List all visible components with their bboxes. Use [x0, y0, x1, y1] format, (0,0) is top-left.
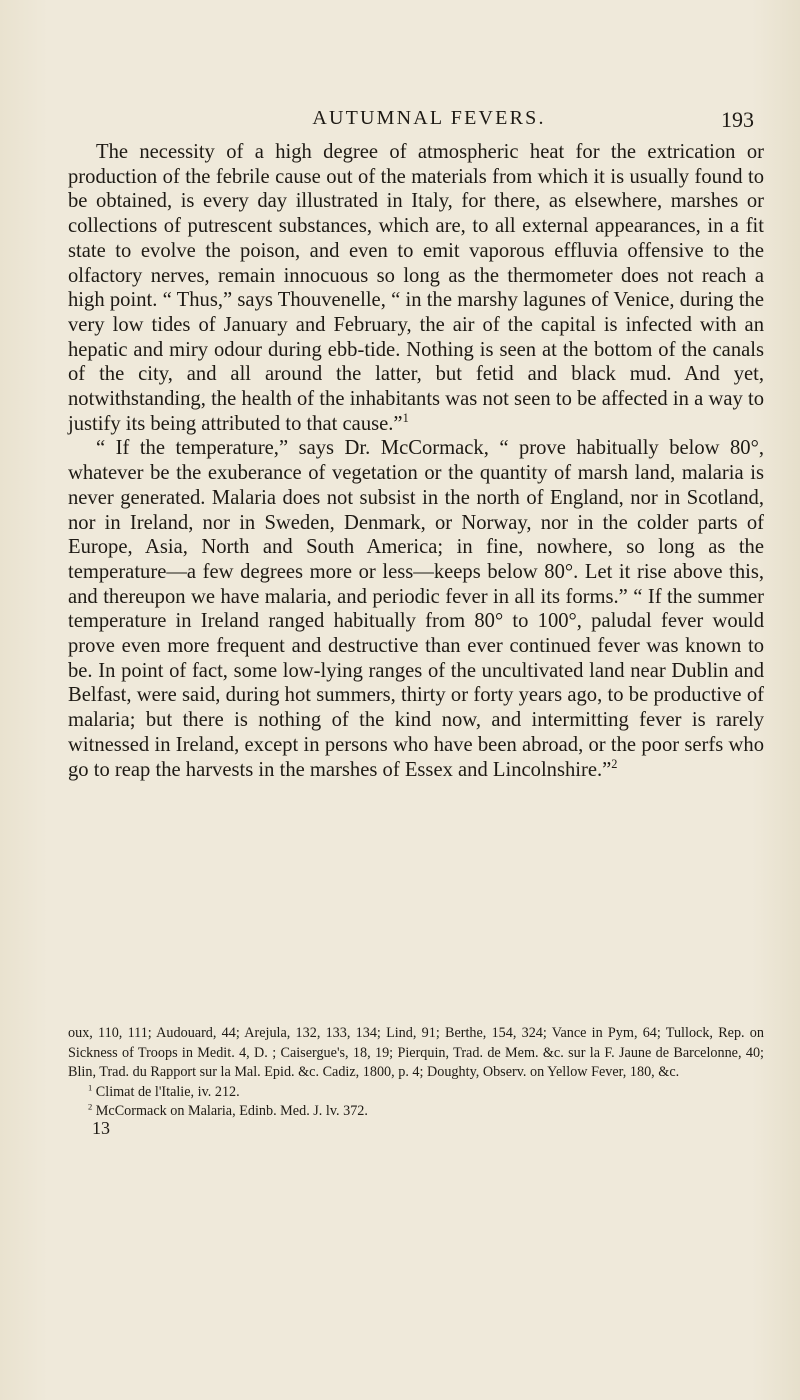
footnote: [68, 1102, 764, 1122]
paragraph-text: “ If the temperature,” says Dr. McCormack, “ prove habitually below 80°, whatever be the exuberance of vegetation or the quantity of marsh land, malaria is never generated. Malaria does not subsist in the north of England, nor in Scotland, nor in Ireland, nor in Sweden, Denmark, or Norway, nor in the colder parts of Europe, Asia, North and South America; in fine, nowhere, so long as the temperature—a few degrees more or less—keeps below 80°. Let it rise above this, and thereupon we have malaria, and periodic fever in all its forms.” “ If the summer temperature in Ireland ranged habitually from 80° to 100°, paludal fever would prove even more frequent and destructive than ever continued fever was known to be. In point of fact, some low-lying ranges of the uncultivated land near Dublin and Belfast, were said, during hot summers, thirty or forty years ago, to be productive of malaria; but there is nothing of the kind now, and intermitting fever is rarely witnessed in Ireland, except in persons who have been abroad, or the poor serfs who go to reap the harvests in the marshes of Essex and Lincolnshire.”: [68, 437, 764, 781]
footnote-ref: 1: [402, 410, 409, 425]
footnote-mark: 2: [88, 1101, 93, 1112]
footnote: [68, 1083, 764, 1103]
signature-mark: 13: [92, 1118, 110, 1138]
paragraph: [68, 140, 764, 436]
running-head: AUTUMNAL FEVERS.: [312, 107, 546, 129]
footnote-text: McCormack on Malaria, Edinb. Med. J. lv. 372.: [95, 1103, 368, 1120]
paragraph-text: The necessity of a high degree of atmospheric heat for the extrication or production of the febrile cause out of the materials from which it is usually found to be obtained, is every day illustrated in Italy, for there, as elsewhere, marshes or collections of putrescent substances, which are, to all external appearances, in a fit state to evolve the poison, and even to emit vaporous effluvia offensive to the olfactory nerves, remain innocuous so long as the thermometer does not reach a high point. “ Thus,” says Thouvenelle, “ in the marshy lagunes of Venice, during the very low tides of January and February, the air of the capital is infected with an hepatic and miry odour during ebb-tide. Nothing is seen at the bottom of the canals of the city, and all around the latter, but fetid and black mud. And yet, notwithstanding, the health of the inhabitants was not seen to be affected in a way to justify its being attributed to that cause.”: [68, 141, 764, 435]
footnote-ref: 2: [611, 756, 618, 771]
paragraph: [68, 436, 764, 782]
page-number: 193: [721, 107, 754, 132]
page-header: [68, 107, 760, 137]
footnotes: [68, 1024, 764, 1122]
footnote-continuation: oux, 110, 111; Audouard, 44; Arejula, 132, 133, 134; Lind, 91; Berthe, 154, 324; Vance in Pym, 64; Tullock, Rep. on Sickness of Troops in Medit. 4, D. ; Caisergue's, 18, 19; Pierquin, Trad. de Mem. &c. sur la F. Jaune de Barcelonne, 40; Blin, Trad. du Rapport sur la Mal. Epid. &c. Cadiz, 1800, p. 4; Doughty, Observ. on Yellow Fever, 180, &c.: [68, 1025, 764, 1081]
footnote-text: Climat de l'Italie, iv. 212.: [95, 1083, 240, 1100]
footnote-mark: 1: [88, 1082, 93, 1093]
main-text: [68, 140, 764, 782]
